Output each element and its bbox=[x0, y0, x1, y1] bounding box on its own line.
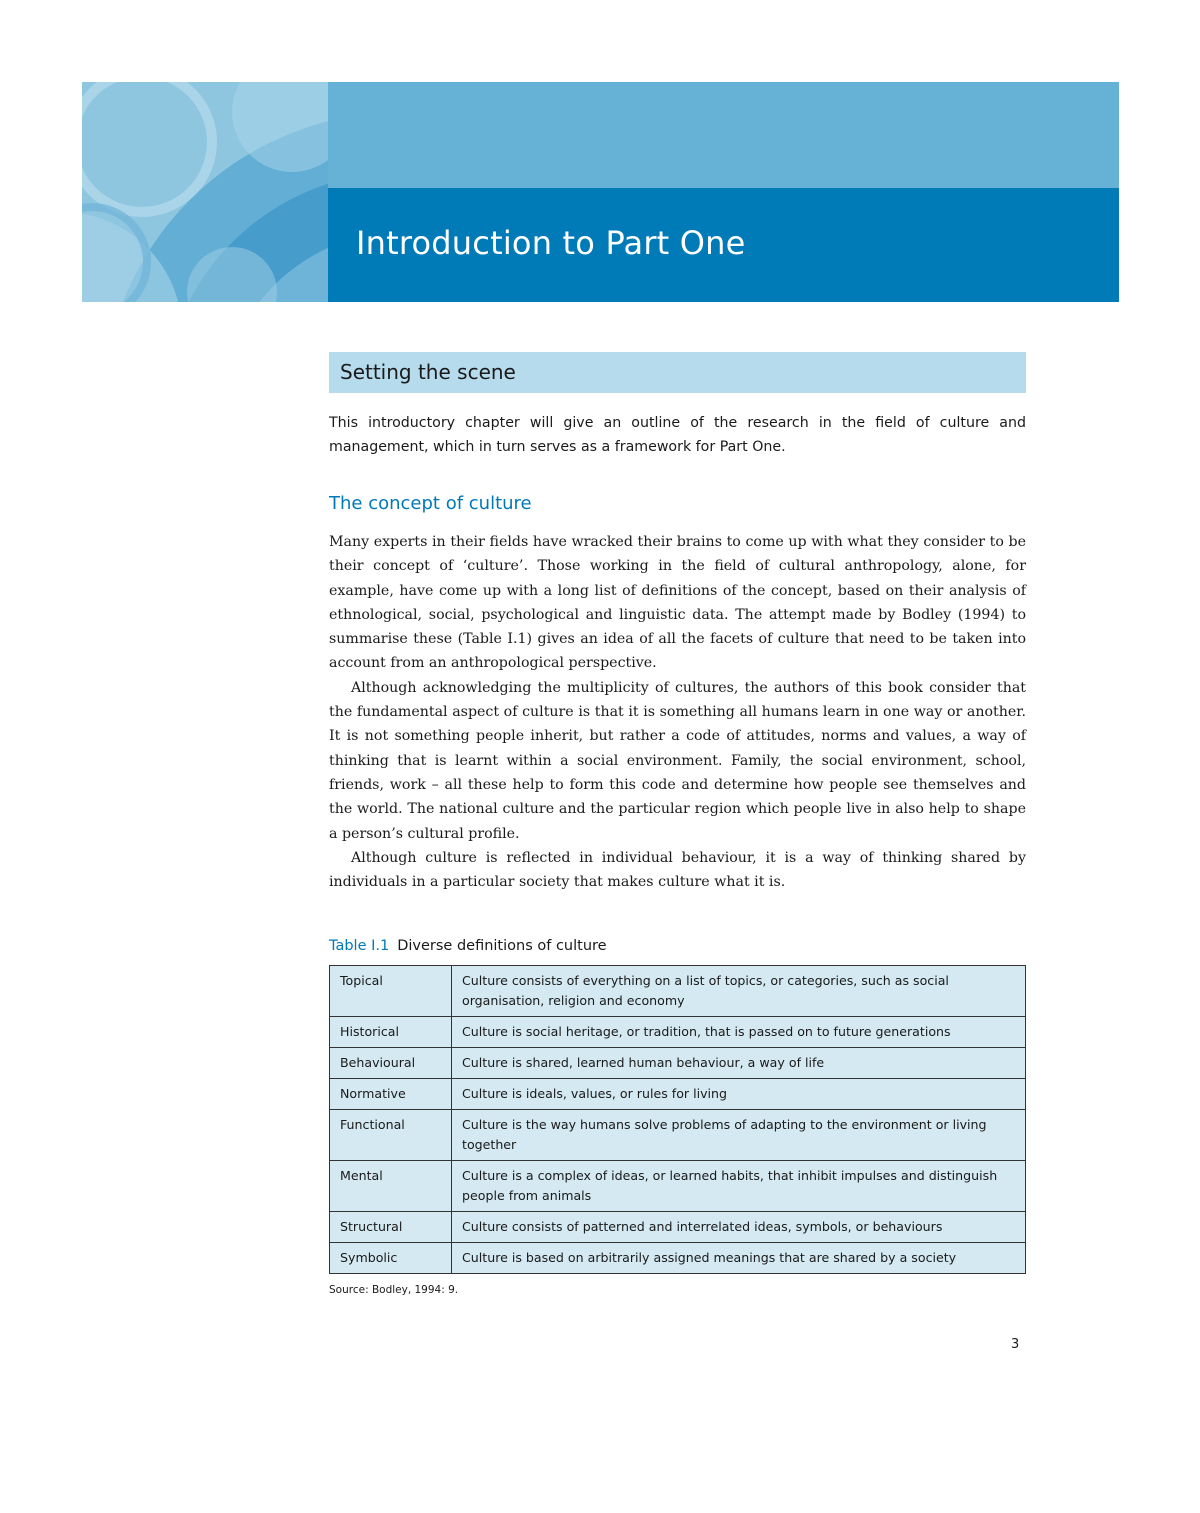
setting-scene-text: This introductory chapter will give an outline of the research in the field of culture and management, which in turn serves as a framework for Part One. bbox=[329, 415, 1026, 455]
body-paragraph: Although culture is reflected in individual behaviour, it is a way of thinking shared by individuals in a particular society that makes culture what it is. bbox=[329, 849, 1026, 891]
table-term-cell: Normative bbox=[330, 1079, 452, 1110]
banner-circles-graphic bbox=[82, 82, 328, 302]
table-definition-cell: Culture consists of patterned and interrelated ideas, symbols, or behaviours bbox=[452, 1212, 1026, 1243]
setting-scene-bar bbox=[329, 352, 1026, 393]
table-term-cell: Structural bbox=[330, 1212, 452, 1243]
banner-artwork bbox=[82, 82, 328, 302]
table-row bbox=[330, 966, 1026, 1017]
table-definition-cell: Culture is social heritage, or tradition, that is passed on to future generations bbox=[452, 1017, 1026, 1048]
table-source: Source: Bodley, 1994: 9. bbox=[329, 1284, 459, 1297]
table-row bbox=[330, 1079, 1026, 1110]
body-paragraph: Many experts in their fields have wracked their brains to come up with what they consider to be their concept of ‘culture’. Those working in the field of cultural anthropology, alone, for example, have come up with a long list of definitions of the concept, based on their analysis of ethnological, social, psychological and linguistic data. The attempt made by Bodley (1994) to summarise these (Table I.1) gives an idea of all the facets of culture that need to be taken into account from an anthropological perspective. bbox=[329, 534, 1026, 672]
table-row bbox=[330, 1243, 1026, 1274]
definitions-table bbox=[329, 965, 1026, 1274]
table-term-cell: Symbolic bbox=[330, 1243, 452, 1274]
table-row bbox=[330, 1017, 1026, 1048]
banner-top-band bbox=[328, 82, 1119, 188]
table-term-cell: Historical bbox=[330, 1017, 452, 1048]
table-caption bbox=[329, 938, 1026, 954]
table-definition-cell: Culture is based on arbitrarily assigned meanings that are shared by a society bbox=[452, 1243, 1026, 1274]
table-term-cell: Behavioural bbox=[330, 1048, 452, 1079]
table-definition-cell: Culture is shared, learned human behaviour, a way of life bbox=[452, 1048, 1026, 1079]
table-definition-cell: Culture is the way humans solve problems of adapting to the environment or living together bbox=[452, 1110, 1026, 1161]
table-definition-cell: Culture is ideals, values, or rules for living bbox=[452, 1079, 1026, 1110]
table-definition-cell: Culture is a complex of ideas, or learned habits, that inhibit impulses and distinguish people from animals bbox=[452, 1161, 1026, 1212]
table-row bbox=[330, 1212, 1026, 1243]
table-title: Diverse definitions of culture bbox=[397, 938, 607, 955]
table-row bbox=[330, 1110, 1026, 1161]
table-definition-cell: Culture consists of everything on a list of topics, or categories, such as social organisation, religion and economy bbox=[452, 966, 1026, 1017]
table-term-cell: Mental bbox=[330, 1161, 452, 1212]
page-number: 3 bbox=[1011, 1337, 1020, 1352]
banner-title-band bbox=[328, 188, 1119, 302]
table-row bbox=[330, 1048, 1026, 1079]
concept-heading: The concept of culture bbox=[329, 493, 532, 514]
table-term-cell: Topical bbox=[330, 966, 452, 1017]
table-term-cell: Functional bbox=[330, 1110, 452, 1161]
setting-scene-heading: Setting the scene bbox=[340, 360, 516, 384]
table-row bbox=[330, 1161, 1026, 1212]
page-title: Introduction to Part One bbox=[356, 224, 746, 262]
body-paragraph: Although acknowledging the multiplicity of cultures, the authors of this book consider that the fundamental aspect of culture is that it is something all humans learn in one way or another. It is not something people inherit, but rather a code of attitudes, norms and values, a way of thinking that is learnt within a social environment. Family, the social environment, school, friends, work – all these help to form this code and determine how people see themselves and the world. The national culture and the particular region which people live in also help to shape a person’s cultural profile. bbox=[329, 679, 1026, 842]
table-label: Table I.1 bbox=[329, 938, 390, 955]
main-content bbox=[329, 352, 1026, 1296]
